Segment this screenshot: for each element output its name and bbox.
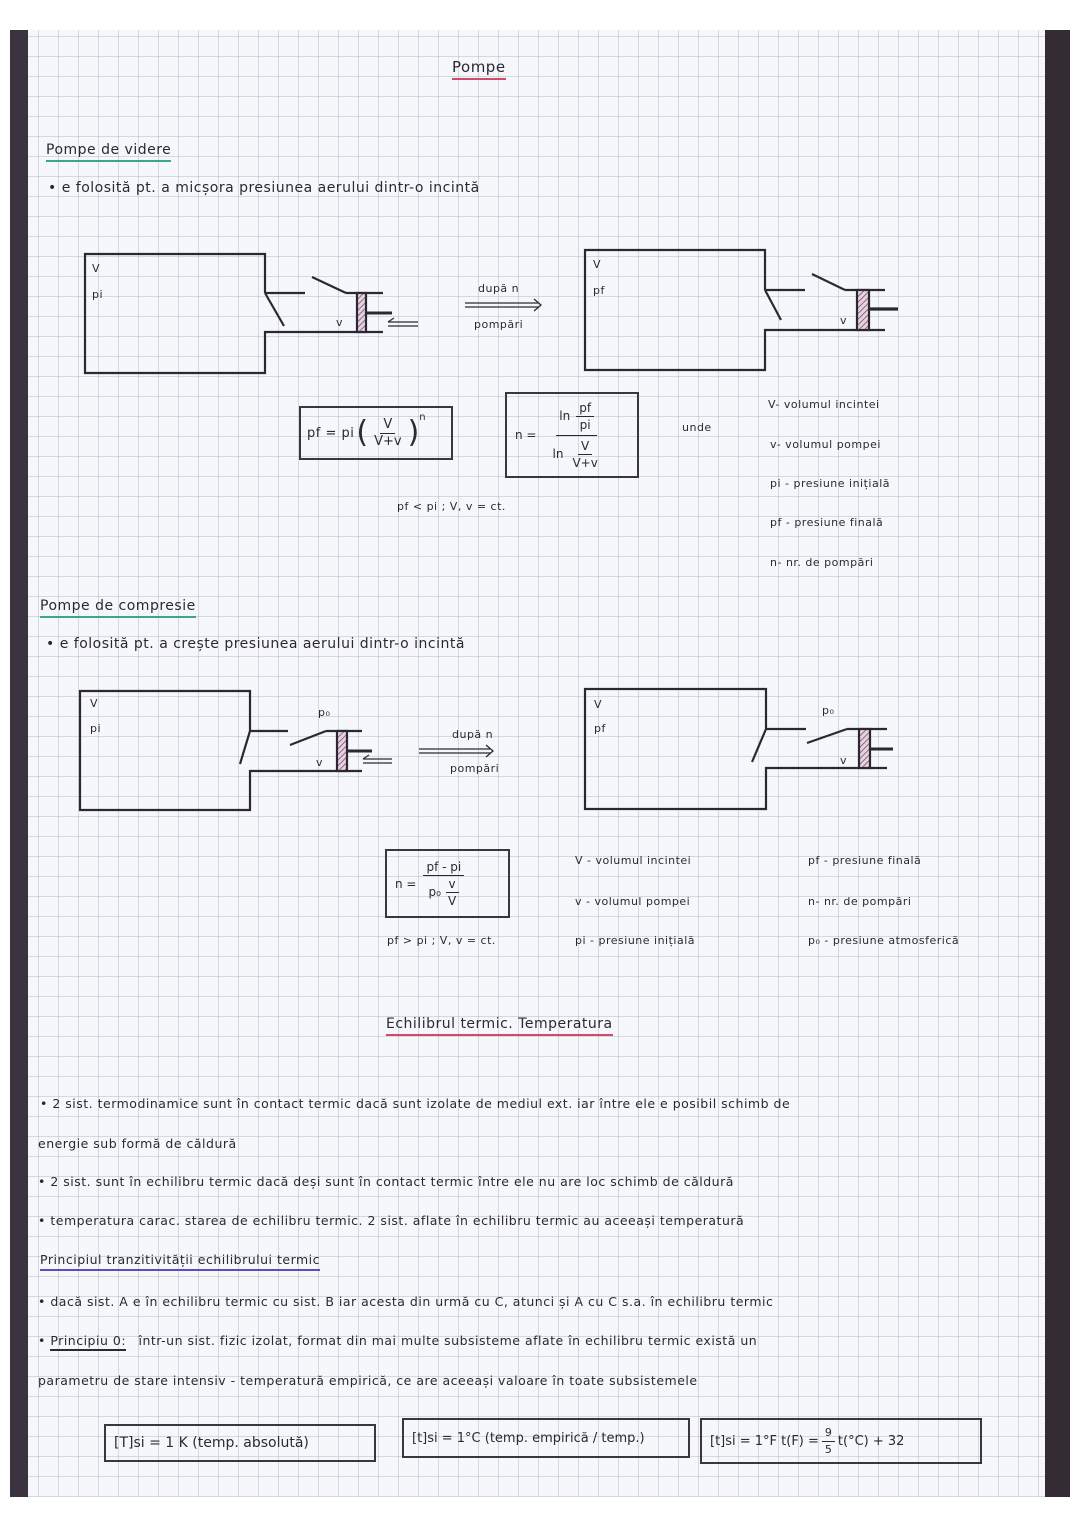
section-heading-equilibrium: Echilibrul termic. Temperatura	[386, 1016, 613, 1036]
unit-box-kelvin: [T]si = 1 K (temp. absolută)	[104, 1424, 376, 1462]
page-title: Pompe	[452, 58, 506, 80]
paragraph: • 2 sist. termodinamice sunt în contact termic dacă sunt izolate de mediul ext. iar între ele e posibil schimb de	[40, 1096, 791, 1111]
paragraph: parametru de stare intensiv - temperatură empirică, ce are aceeași valoare în toate subsistemele	[38, 1373, 698, 1388]
final-pressure-label: pf	[594, 722, 606, 735]
formula-compression-count: n = pf - pi p₀ $\frac{v}{V}$	[385, 849, 510, 918]
vacuum-diagram-before	[85, 254, 418, 373]
legend-item: pf - presiune finală	[770, 516, 884, 529]
unit-box-fahrenheit: [t]si = 1°F t(F) = $\frac{9}{5}$ t(°C) + 32	[700, 1418, 982, 1464]
paragraph: • dacă sist. A e în echilibru termic cu sist. B iar acesta din urmă cu C, atunci și A cu C s.a. în echilibru termic	[38, 1294, 774, 1309]
unit-box-celsius: [t]si = 1°C (temp. empirică / temp.)	[402, 1418, 690, 1458]
legend-item: n- nr. de pompări	[808, 895, 912, 908]
formula-final-pressure: pf = pi ( $\frac{V}{V+v}$ ) $^n$	[299, 406, 453, 460]
legend-item: n- nr. de pompări	[770, 556, 874, 569]
legend-item: pf - presiune finală	[808, 854, 922, 867]
pump-volume-label: v	[316, 756, 324, 769]
pump-volume-label: v	[840, 754, 848, 767]
compression-condition: pf > pi ; V, v = ct.	[387, 934, 496, 947]
legend-item: v- volumul pompei	[770, 438, 881, 451]
final-pressure-label: pf	[593, 284, 605, 297]
atmospheric-pressure-label: p₀	[822, 704, 835, 717]
paragraph: • temperatura carac. starea de echilibru termic. 2 sist. aflate în echilibru termic au aceeași temperatură	[38, 1213, 745, 1228]
paragraph: • Principiu 0: într-un sist. fizic izolat, format din mai multe subsisteme aflate în echilibru termic există un	[38, 1333, 757, 1348]
vacuum-process-arrow	[465, 299, 541, 311]
legend-item: v - volumul pompei	[575, 895, 691, 908]
vacuum-diagram-after	[585, 250, 898, 370]
arrow-label-bottom: pompări	[450, 762, 500, 775]
section-heading-compression: Pompe de compresie	[40, 598, 196, 618]
compression-process-arrow	[419, 745, 493, 757]
legend-item: p₀ - presiune atmosferică	[808, 934, 960, 947]
vessel-volume-label: V	[92, 262, 101, 275]
paragraph: energie sub formă de căldură	[38, 1136, 237, 1151]
principle-zero-label: Principiu 0:	[50, 1333, 126, 1351]
arrow-label-top: după n	[478, 282, 520, 295]
paragraph: • 2 sist. sunt în echilibru termic dacă deși sunt în contact termic între ele nu are loc schimb de căldură	[38, 1174, 734, 1189]
vacuum-condition: pf < pi ; V, v = ct.	[397, 500, 506, 513]
compression-diagram-before	[80, 691, 392, 810]
legend-item: V - volumul incintei	[575, 854, 692, 867]
pump-volume-label: v	[336, 316, 344, 329]
formula-pump-count: n = ln $\frac{pf}{pi}$ ln $\frac{V}{V+v}$	[505, 392, 639, 478]
compression-bullet: • e folosită pt. a crește presiunea aerului dintr-o incintă	[46, 636, 465, 652]
subheading-transitivity: Principiul tranzitivității echilibrului termic	[40, 1252, 320, 1271]
legend-item: pi - presiune inițială	[770, 477, 891, 490]
initial-pressure-label: pi	[92, 288, 104, 301]
initial-pressure-label: pi	[90, 722, 102, 735]
compression-diagram-after	[585, 689, 893, 809]
atmospheric-pressure-label: p₀	[318, 706, 331, 719]
vessel-volume-label: V	[594, 698, 603, 711]
where-label: unde	[682, 421, 712, 434]
legend-item: V- volumul incintei	[768, 398, 880, 411]
legend-item: pi - presiune inițială	[575, 934, 696, 947]
vessel-volume-label: V	[593, 258, 602, 271]
arrow-label-bottom: pompări	[474, 318, 524, 331]
vacuum-bullet: • e folosită pt. a micșora presiunea aerului dintr-o incintă	[48, 180, 480, 196]
pump-volume-label: v	[840, 314, 848, 327]
section-heading-vacuum: Pompe de videre	[46, 142, 171, 162]
vessel-volume-label: V	[90, 697, 99, 710]
arrow-label-top: după n	[452, 728, 494, 741]
